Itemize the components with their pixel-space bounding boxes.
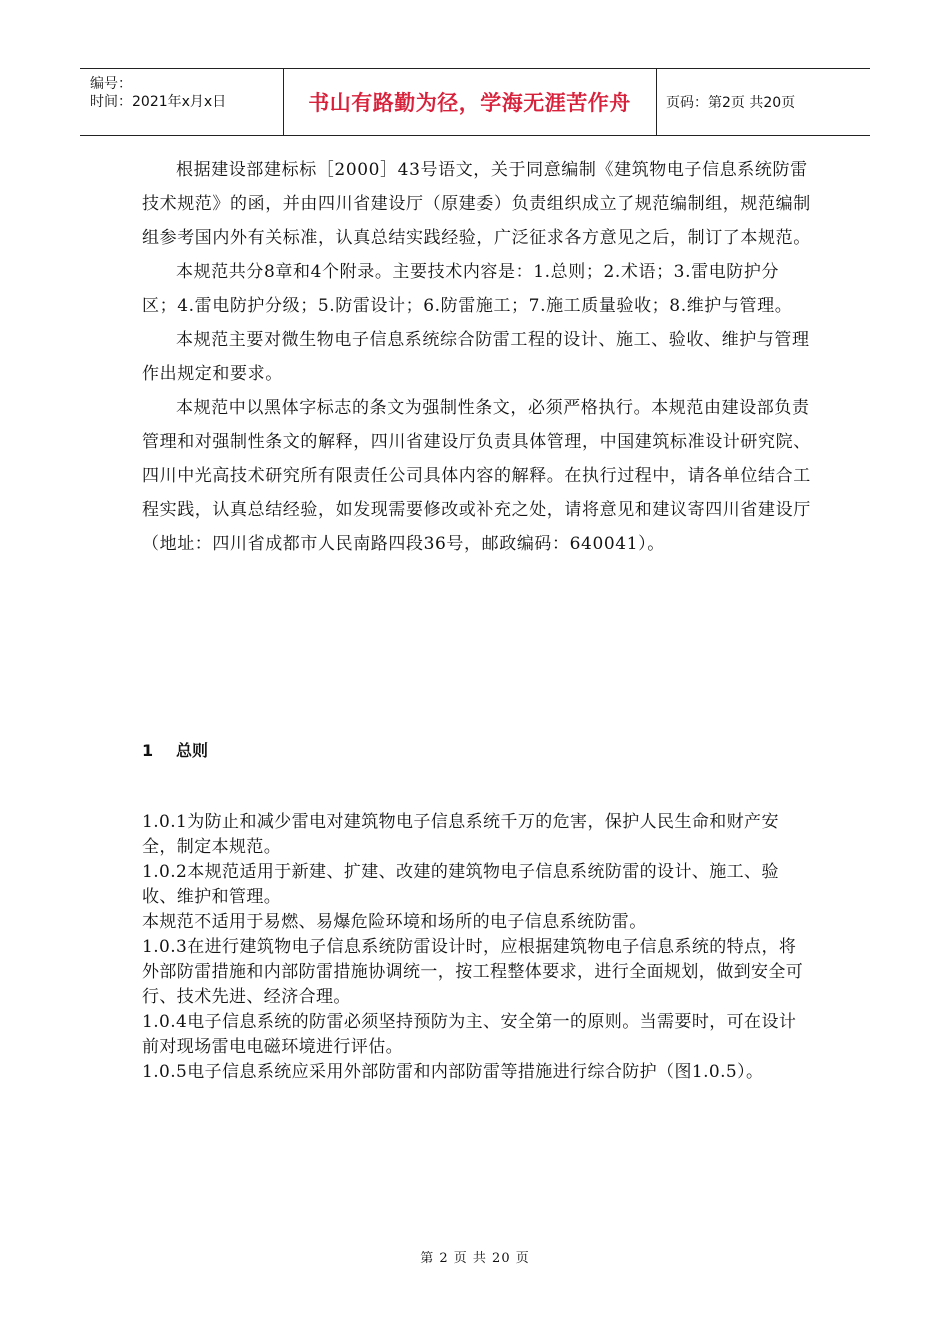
clause-1-0-4: 1.0.4电子信息系统的防雷必须坚持预防为主、安全第一的原则。当需要时，可在设计前对现场雷电电磁环境进行评估。 <box>142 1012 797 1057</box>
intro-paragraph-1: 根据建设部建标标［2000］43号语文，关于同意编制《建筑物电子信息系统防雷技术规范》的函，并由四川省建设厅（原建委）负责组织成立了规范编制组，规范编制组参考国内外有关标准，认真总结实践经验，广泛征求各方意见之后，制订了本规范。 <box>142 160 811 248</box>
clause-1-0-3: 1.0.3在进行建筑物电子信息系统防雷设计时，应根据建筑物电子信息系统的特点，将外部防雷措施和内部防雷措施协调统一，按工程整体要求，进行全面规划，做到安全可行、技术先进、经济合理。 <box>142 937 804 1007</box>
intro-paragraph-2: 本规范共分8章和4个附录。主要技术内容是：1.总则；2.术语；3.雷电防护分区；4.雷电防护分级；5.防雷设计；6.防雷施工；7.施工质量验收；8.维护与管理。 <box>142 262 793 316</box>
page-info: 页码：第2页 共20页 <box>666 95 796 111</box>
document-header <box>80 68 870 136</box>
header-meta-cell <box>80 69 284 135</box>
intro-paragraph-3: 本规范主要对微生物电子信息系统综合防雷工程的设计、施工、验收、维护与管理作出规定和要求。 <box>142 330 810 384</box>
intro-paragraph-4: 本规范中以黑体字标志的条文为强制性条文，必须严格执行。本规范由建设部负责管理和对强制性条文的解释，四川省建设厅负责具体管理，中国建筑标准设计研究院、四川中光高技术研究所有限责任公司具体内容的解释。在执行过程中，请各单位结合工程实践，认真总结经验，如发现需要修改或补充之处，请将意见和建议寄四川省建设厅（地址：四川省成都市人民南路四段36号，邮政编码：640041）。 <box>142 398 811 554</box>
intro-section <box>142 153 812 561</box>
clause-1-0-1: 1.0.1为防止和减少雷电对建筑物电子信息系统千万的危害，保护人民生命和财产安全，制定本规范。 <box>142 812 779 857</box>
motto-text: 书山有路勤为径，学海无涯苦作舟 <box>308 91 631 115</box>
clause-1-0-2: 1.0.2本规范适用于新建、扩建、改建的建筑物电子信息系统防雷的设计、施工、验收、维护和管理。 <box>142 862 779 907</box>
header-motto-cell <box>283 69 657 135</box>
clause-note: 本规范不适用于易燃、易爆危险环境和场所的电子信息系统防雷。 <box>142 912 647 932</box>
section-number: 1 <box>142 741 154 760</box>
section-title: 总则 <box>176 741 209 760</box>
number-label: 编号： <box>90 76 132 92</box>
clause-1-0-5: 1.0.5电子信息系统应采用外部防雷和内部防雷等措施进行综合防护（图1.0.5）。 <box>142 1062 764 1082</box>
time-label: 时间：2021年x月x日 <box>90 94 227 110</box>
section-heading <box>142 738 208 761</box>
page-footer: 第 2 页 共 20 页 <box>420 1251 530 1266</box>
clause-list <box>142 810 812 1085</box>
